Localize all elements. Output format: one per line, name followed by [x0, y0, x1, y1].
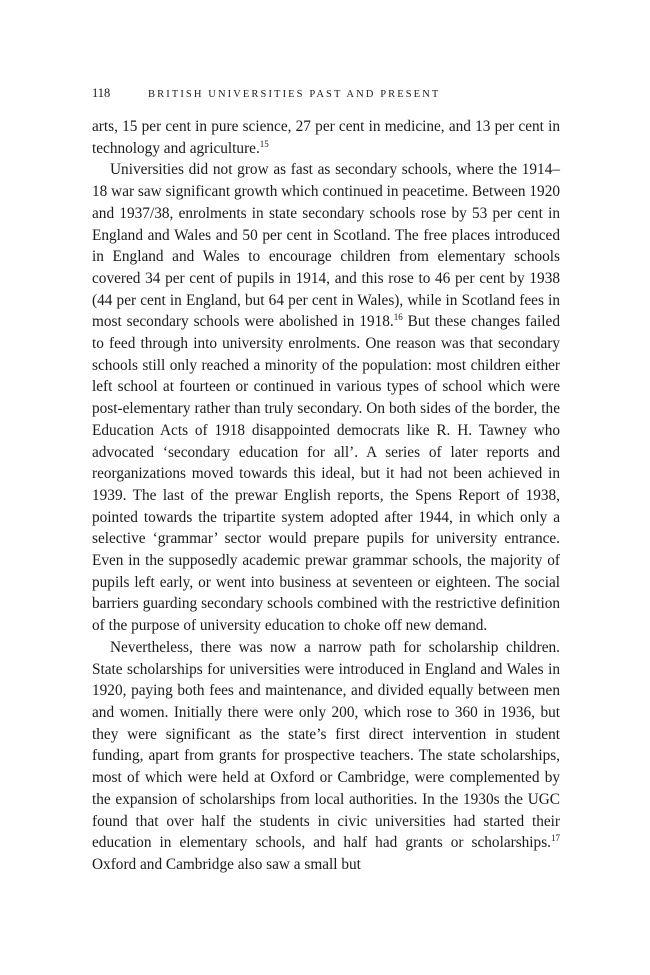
paragraph-text: arts, 15 per cent in pure science, 27 per cent in medicine, and 13 per cent in technology and agriculture.: [92, 118, 560, 157]
paragraph-text: Universities did not grow as fast as secondary schools, where the 1914–18 war saw significant growth which continued in peacetime. Between 1920 and 1937/38, enrolments in state secondary schools rose by 53 per cent in England and Wales and 50 per cent in Scotland. The free places introduced in England and Wales to encourage children from elementary schools covered 34 per cent of pupils in 1914, and this rose to 46 per cent by 1938 (44 per cent in England, but 64 per cent in Wales), while in Scotland fees in most secondary schools were abolished in 1918.: [92, 161, 560, 331]
footnote-marker: 17: [551, 833, 560, 844]
footnote-marker: 15: [259, 138, 269, 149]
paragraph-2: [92, 159, 560, 636]
paragraph-text: Nevertheless, there was now a narrow path for scholarship children. State scholarships for universities were introduced in England and Wales in 1920, paying both fees and maintenance, and divided equally between men and women. Initially there were only 200, which rose to 360 in 1936, but they were significant as the state’s first direct intervention in student funding, apart from grants for prospective teachers. The state scholarships, most of which were held at Oxford or Cambridge, were complemented by the expansion of scholarships from local authorities. In the 1930s the UGC found that over half the students in civic universities had started their education in elementary schools, and half had grants or scholarships.: [92, 638, 560, 852]
footnote-marker: 16: [393, 312, 403, 323]
running-title: BRITISH UNIVERSITIES PAST AND PRESENT: [148, 89, 441, 100]
paragraph-3: [92, 637, 560, 876]
body-text: [92, 116, 560, 876]
page-number: 118: [92, 86, 111, 100]
paragraph-text: Oxford and Cambridge also saw a small but: [92, 855, 361, 873]
paragraph-text: But these changes failed to feed through into university enrolments. One reason was that secondary schools still only reached a minority of the population: most children either left school at fourteen or continued in various types of school which were post-elementary rather than truly secondary. On both sides of the border, the Education Acts of 1918 disappointed democrats like R. H. Tawney who advocated ‘secondary education for all’. A series of later reports and reorganizations moved towards this ideal, but it had not been achieved in 1939. The last of the prewar English reports, the Spens Report of 1938, pointed towards the tripartite system adopted after 1944, in which only a selective ‘grammar’ sector would prepare pupils for university entrance. Even in the supposedly academic prewar grammar schools, the majority of pupils left early, or went into business at seventeen or eighteen. The social barriers guarding secondary schools combined with the restrictive definition of the purpose of university education to choke off new demand.: [92, 313, 560, 635]
paragraph-1: [92, 116, 560, 159]
running-head: [92, 85, 562, 103]
